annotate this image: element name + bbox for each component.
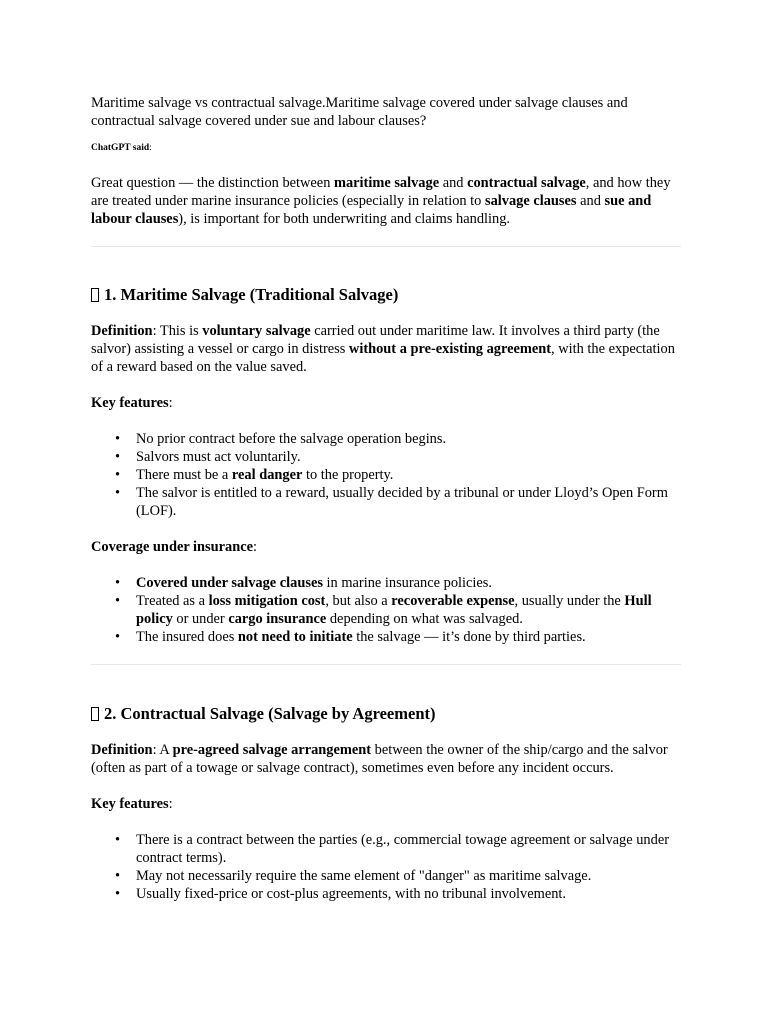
text-run: : bbox=[168, 395, 173, 411]
chatgpt-said-label bbox=[91, 142, 681, 154]
said-label-text: ChatGPT said bbox=[91, 143, 150, 153]
intro-paragraph bbox=[91, 174, 681, 228]
bold-text: Covered under salvage clauses bbox=[136, 575, 323, 591]
text-run: , but also a bbox=[325, 593, 392, 609]
text-run: Usually fixed-price or cost-plus agreements, with no tribunal involvement. bbox=[136, 886, 567, 902]
bold-text: loss mitigation cost bbox=[208, 593, 326, 609]
text-run: to the property. bbox=[302, 467, 394, 483]
bold-text: Key features bbox=[91, 796, 169, 812]
text-run: between the owner of the ship/cargo and the salvor (often as part of a towage or salvage contract), sometimes even before any incident occurs. bbox=[91, 742, 668, 776]
bold-text: cargo insurance bbox=[228, 611, 327, 627]
text-run: and bbox=[576, 193, 605, 209]
text-run: There must be a bbox=[136, 467, 232, 483]
text-run: May not necessarily require the same element of "danger" as maritime salvage. bbox=[136, 868, 592, 884]
section-2-title: 2. Contractual Salvage (Salvage by Agreement) bbox=[104, 704, 436, 723]
bold-text: sue and labour clauses bbox=[91, 193, 652, 227]
bold-text: Coverage under insurance bbox=[91, 539, 254, 555]
bold-text: not need to initiate bbox=[237, 629, 353, 645]
user-question: Maritime salvage vs contractual salvage.Maritime salvage covered under salvage clauses and contractual salvage covered under sue and labour clauses? bbox=[91, 95, 628, 129]
section-2-definition bbox=[91, 741, 681, 777]
list-item bbox=[91, 628, 681, 646]
list-item bbox=[91, 466, 681, 484]
section-2-heading bbox=[91, 704, 681, 724]
text-run: or under bbox=[172, 611, 229, 627]
list-item bbox=[91, 592, 681, 628]
bold-text: Key features bbox=[91, 395, 169, 411]
list-item bbox=[91, 430, 681, 448]
bold-text: maritime salvage bbox=[333, 175, 440, 191]
bold-text: pre-agreed salvage arrangement bbox=[172, 742, 372, 758]
text-run: and bbox=[439, 175, 468, 191]
text-run: Great question — the distinction between bbox=[91, 175, 334, 191]
section-1-heading bbox=[91, 285, 681, 305]
section-1-coverage-label bbox=[91, 538, 681, 556]
text-run: : A bbox=[152, 742, 173, 758]
list-item bbox=[91, 448, 681, 466]
text-run: , and how they are treated under marine insurance policies (especially in relation to bbox=[91, 175, 671, 209]
bold-text: Definition bbox=[91, 742, 153, 758]
list-item bbox=[91, 831, 681, 867]
section-1-definition bbox=[91, 322, 681, 376]
text-run: , with the expectation of a reward based on the value saved. bbox=[91, 341, 675, 375]
text-run: : This is bbox=[152, 323, 203, 339]
text-run: There is a contract between the parties (e.g., commercial towage agreement or salvage under contract terms). bbox=[136, 832, 670, 866]
text-run: Salvors must act voluntarily. bbox=[136, 449, 301, 465]
section-2-key-features-list bbox=[91, 831, 681, 903]
said-label-colon: : bbox=[149, 143, 152, 153]
section-2-key-features-label bbox=[91, 795, 681, 813]
list-item bbox=[91, 867, 681, 885]
section-1-title: 1. Maritime Salvage (Traditional Salvage) bbox=[104, 285, 399, 304]
text-run: : bbox=[253, 539, 258, 555]
list-item bbox=[91, 484, 681, 520]
section-1-key-features-label bbox=[91, 394, 681, 412]
section-1-coverage-list bbox=[91, 574, 681, 646]
bold-text: salvage clauses bbox=[484, 193, 577, 209]
text-run: : bbox=[168, 796, 173, 812]
text-run: The salvor is entitled to a reward, usually decided by a tribunal or under Lloyd’s Open Form (LOF). bbox=[136, 485, 668, 519]
text-run: The insured does bbox=[136, 629, 238, 645]
text-run: No prior contract before the salvage operation begins. bbox=[136, 431, 447, 447]
bold-text: contractual salvage bbox=[467, 175, 586, 191]
divider bbox=[91, 664, 681, 665]
list-item bbox=[91, 885, 681, 903]
text-run: carried out under maritime law. It involves a third party (the salvor) assisting a vessel or cargo in distress bbox=[91, 323, 660, 357]
missing-glyph-icon bbox=[91, 288, 99, 302]
text-run: in marine insurance policies. bbox=[322, 575, 492, 591]
bold-text: Definition bbox=[91, 323, 153, 339]
text-run: , usually under the bbox=[514, 593, 625, 609]
divider bbox=[91, 246, 681, 247]
text-run: Treated as a bbox=[136, 593, 209, 609]
missing-glyph-icon bbox=[91, 707, 99, 721]
section-1-key-features-list bbox=[91, 430, 681, 520]
text-run: the salvage — it’s done by third parties. bbox=[352, 629, 586, 645]
document-content bbox=[91, 94, 681, 921]
text-run: ), is important for both underwriting and claims handling. bbox=[178, 211, 511, 227]
bold-text: Hull policy bbox=[136, 593, 652, 627]
bold-text: recoverable expense bbox=[391, 593, 515, 609]
list-item bbox=[91, 574, 681, 592]
bold-text: voluntary salvage bbox=[202, 323, 311, 339]
bold-text: without a pre-existing agreement bbox=[348, 341, 552, 357]
bold-text: real danger bbox=[231, 467, 303, 483]
text-run: depending on what was salvaged. bbox=[326, 611, 523, 627]
